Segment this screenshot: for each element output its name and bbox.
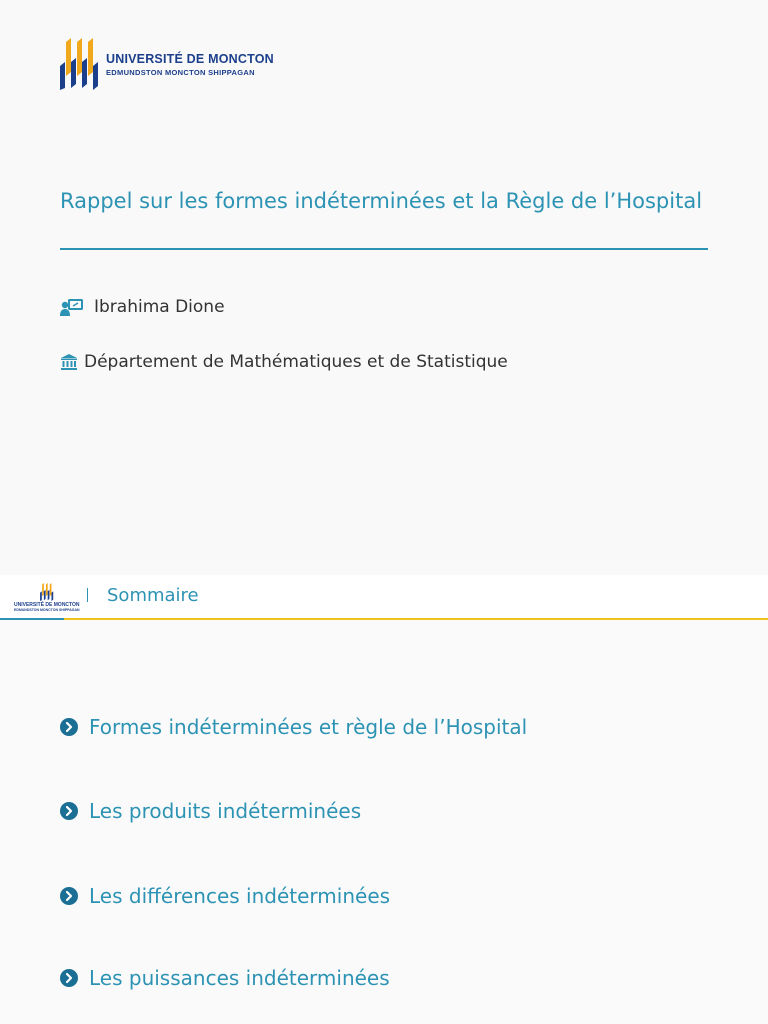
toc-item-label[interactable]: Les différences indéterminées [89, 884, 391, 908]
chevron-circle-icon [60, 802, 78, 820]
presenter-icon [60, 298, 84, 316]
chevron-circle-icon [60, 969, 78, 987]
header-underline-accent [0, 618, 64, 620]
logo-campuses: EDMUNDSTON MONCTON SHIPPAGAN [106, 67, 255, 77]
header-separator [87, 588, 88, 602]
toc-item-label[interactable]: Formes indéterminées et règle de l’Hospital [89, 715, 528, 739]
author-name: Ibrahima Dione [94, 297, 225, 317]
toc-item-label[interactable]: Les produits indéterminées [89, 799, 362, 823]
university-logo [60, 38, 274, 90]
toc-item-produits[interactable] [60, 799, 361, 823]
chevron-circle-icon [60, 887, 78, 905]
toc-item-formes-indeterminees[interactable] [60, 715, 527, 739]
header-underline [0, 618, 768, 620]
logo-campuses-small: EDMUNDSTON MONCTON SHIPPAGAN [14, 608, 80, 612]
logo-name: UNIVERSITÉ DE MONCTON [106, 51, 274, 66]
toc-slide [0, 575, 768, 1024]
toc-item-puissances[interactable] [60, 966, 390, 990]
logo-name-small: UNIVERSITÉ DE MONCTON [14, 602, 80, 608]
toc-item-differences[interactable] [60, 884, 390, 908]
university-emblem-icon [39, 583, 55, 601]
university-logo-small [14, 583, 80, 612]
department-name: Département de Mathématiques et de Statistique [84, 352, 508, 372]
presentation-title: Rappel sur les formes indéterminées et la Règle de l’Hospital [60, 189, 703, 213]
slide-header [0, 575, 768, 619]
author-row [60, 297, 225, 317]
university-emblem-icon [60, 38, 100, 90]
chevron-circle-icon [60, 718, 78, 736]
section-title: Sommaire [107, 585, 199, 606]
title-divider [60, 248, 708, 250]
institution-icon [60, 353, 78, 371]
toc-item-label[interactable]: Les puissances indéterminées [89, 966, 390, 990]
department-row [60, 352, 508, 372]
